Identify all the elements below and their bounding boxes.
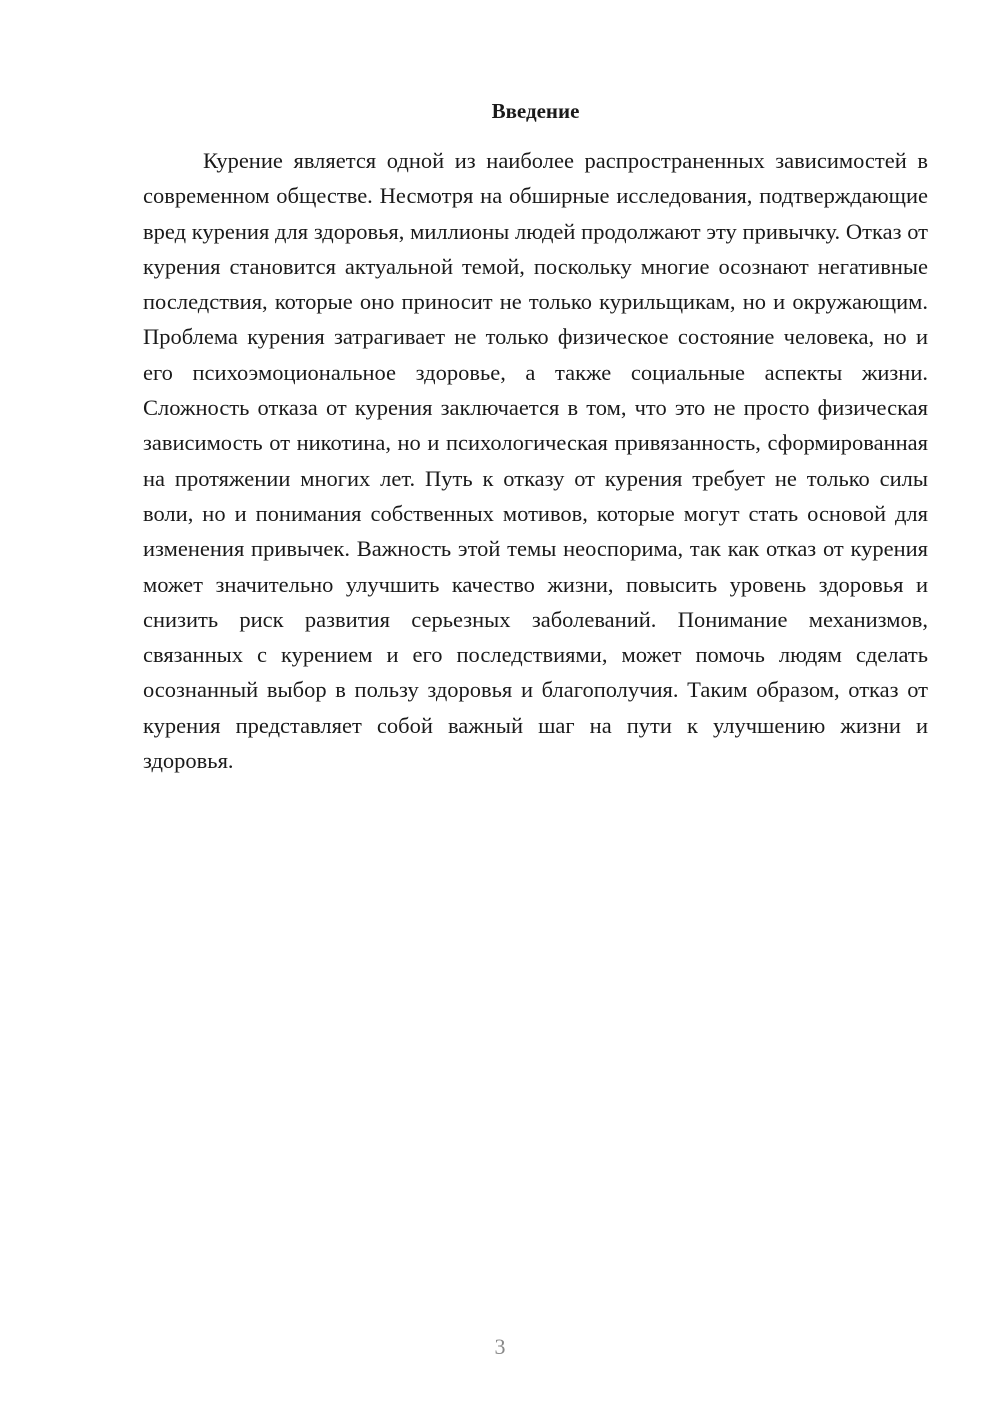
- body-paragraph: Курение является одной из наиболее распространенных зависимостей в современном обществе. Несмотря на обширные исследования, подтверждающие вред курения для здоровья, миллионы людей продолжают эту привычку. Отказ от курения становится актуальной темой, поскольку многие осознают негативные последствия, которые оно приносит не только курильщикам, но и окружающим. Проблема курения затрагивает не только физическое состояние человека, но и его психоэмоциональное здоровье, а также социальные аспекты жизни. Сложность отказа от курения заключается в том, что это не просто физическая зависимость от никотина, но и психологическая привязанность, сформированная на протяжении многих лет. Путь к отказу от курения требует не только силы воли, но и понимания собственных мотивов, которые могут стать основой для изменения привычек. Важность этой темы неоспорима, так как отказ от курения может значительно улучшить качество жизни, повысить уровень здоровья и снизить риск развития серьезных заболеваний. Понимание механизмов, связанных с курением и его последствиями, может помочь людям сделать осознанный выбор в пользу здоровья и благополучия. Таким образом, отказ от курения представляет собой важный шаг на пути к улучшению жизни и здоровья.: [143, 148, 928, 774]
- section-heading: Введение: [491, 99, 580, 123]
- page-number: 3: [494, 1334, 506, 1359]
